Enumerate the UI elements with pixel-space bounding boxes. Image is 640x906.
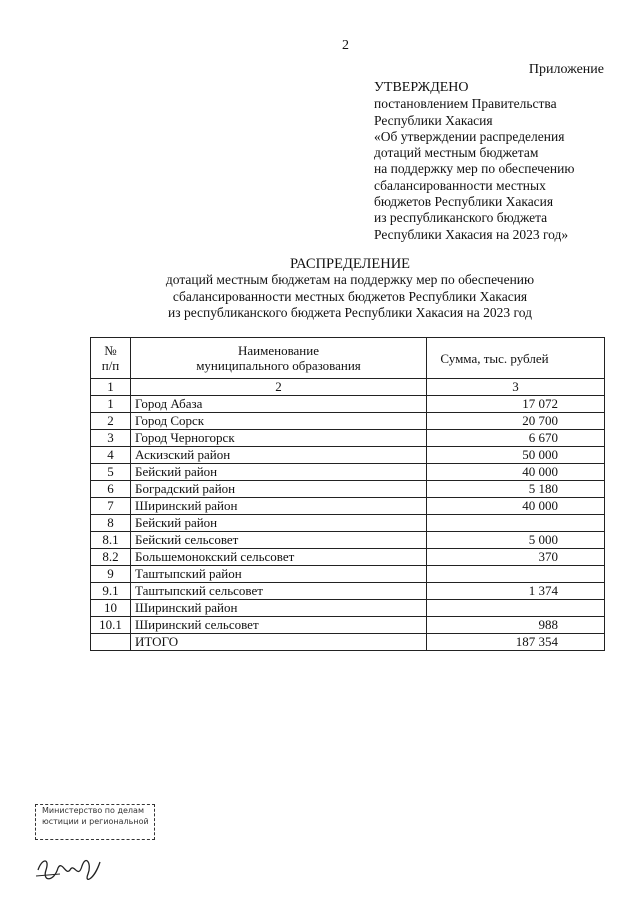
header-name-line2: муниципального образования (196, 358, 361, 373)
row-name: Город Черногорск (131, 430, 427, 447)
approval-line: постановлением Правительства (374, 96, 557, 112)
appendix-label: Приложение (528, 62, 604, 77)
table-row (91, 617, 605, 634)
approval-line: бюджетов Республики Хакасия (374, 194, 554, 210)
table-row (91, 566, 605, 583)
stamp-line: юстиции и региональной (42, 817, 149, 826)
table-row (91, 413, 605, 430)
row-name: Таштыпский район (131, 566, 427, 583)
registration-stamp (35, 804, 155, 840)
row-number: 8 (91, 515, 131, 532)
row-sum (427, 566, 605, 583)
document-subtitle (40, 272, 640, 322)
approval-line: из республиканского бюджета (374, 210, 548, 226)
row-name: Аскизский район (131, 447, 427, 464)
row-number: 9.1 (91, 583, 131, 600)
row-number: 4 (91, 447, 131, 464)
row-name: Город Абаза (131, 396, 427, 413)
subtitle-line: дотаций местным бюджетам на поддержку мер по обеспечению (165, 272, 535, 287)
table-row (91, 498, 605, 515)
row-sum: 370 (427, 549, 605, 566)
approval-line: сбалансированности местных (374, 177, 546, 193)
row-name: Боградский район (131, 481, 427, 498)
row-name: Ширинский сельсовет (131, 617, 427, 634)
table-row (91, 481, 605, 498)
approval-line: на поддержку мер по обеспечению (374, 161, 575, 177)
row-name: Бейский сельсовет (131, 532, 427, 549)
row-number: 6 (91, 481, 131, 498)
subtitle-line: из республиканского бюджета Республики Хакасия на 2023 год (168, 305, 532, 320)
header-number (91, 338, 131, 379)
row-sum: 17 072 (427, 396, 605, 413)
row-sum: 40 000 (427, 464, 605, 481)
row-sum: 187 354 (427, 634, 605, 651)
row-number: 10 (91, 600, 131, 617)
header-sum: Сумма, тыс. рублей (427, 338, 605, 379)
row-sum: 20 700 (427, 413, 605, 430)
row-sum (427, 515, 605, 532)
row-number: 8.2 (91, 549, 131, 566)
table-row (91, 583, 605, 600)
distribution-table (90, 337, 605, 651)
row-number: 10.1 (91, 617, 131, 634)
stamp-line: Министерство по делам (42, 806, 144, 815)
page-number: 2 (342, 38, 349, 53)
row-sum: 6 670 (427, 430, 605, 447)
row-number: 9 (91, 566, 131, 583)
row-number: 2 (91, 413, 131, 430)
row-sum: 5 000 (427, 532, 605, 549)
table-row (91, 396, 605, 413)
signature (30, 840, 110, 890)
row-number: 1 (91, 396, 131, 413)
row-name: Бейский район (131, 464, 427, 481)
table-row (91, 464, 605, 481)
approval-line: Республики Хакасия (374, 112, 493, 128)
row-sum: 5 180 (427, 481, 605, 498)
table-row (91, 549, 605, 566)
row-name: Большемонокский сельсовет (131, 549, 427, 566)
index-cell: 1 (91, 379, 131, 396)
header-number-line2: п/п (101, 358, 120, 373)
row-name: Ширинский район (131, 498, 427, 515)
approval-title: УТВЕРЖДЕНО (374, 80, 469, 95)
table-header-row (91, 338, 605, 379)
header-name-line1: Наименование (238, 343, 319, 358)
document-title: РАСПРЕДЕЛЕНИЕ (289, 256, 411, 272)
row-sum (427, 600, 605, 617)
row-number (91, 634, 131, 651)
approval-line: дотаций местным бюджетам (374, 145, 539, 161)
row-name: Бейский район (131, 515, 427, 532)
table-row (91, 430, 605, 447)
approval-block (374, 80, 574, 243)
index-cell: 3 (427, 379, 605, 396)
row-sum: 1 374 (427, 583, 605, 600)
table-row (91, 634, 605, 651)
table-row (91, 515, 605, 532)
approval-line: Республики Хакасия на 2023 год» (374, 226, 569, 242)
row-name: ИТОГО (131, 634, 427, 651)
row-sum: 50 000 (427, 447, 605, 464)
subtitle-line: сбалансированности местных бюджетов Республики Хакасия (172, 288, 528, 304)
row-name: Город Сорск (131, 413, 427, 430)
row-sum: 988 (427, 617, 605, 634)
row-number: 3 (91, 430, 131, 447)
table-row (91, 447, 605, 464)
table-row (91, 600, 605, 617)
row-number: 7 (91, 498, 131, 515)
row-sum: 40 000 (427, 498, 605, 515)
approval-line: «Об утверждении распределения (374, 128, 565, 144)
header-number-line1: № (104, 343, 117, 358)
table-index-row (91, 379, 605, 396)
header-name (131, 338, 427, 379)
table-row (91, 532, 605, 549)
index-cell: 2 (131, 379, 427, 396)
row-number: 8.1 (91, 532, 131, 549)
row-name: Ширинский район (131, 600, 427, 617)
row-name: Таштыпский сельсовет (131, 583, 427, 600)
row-number: 5 (91, 464, 131, 481)
